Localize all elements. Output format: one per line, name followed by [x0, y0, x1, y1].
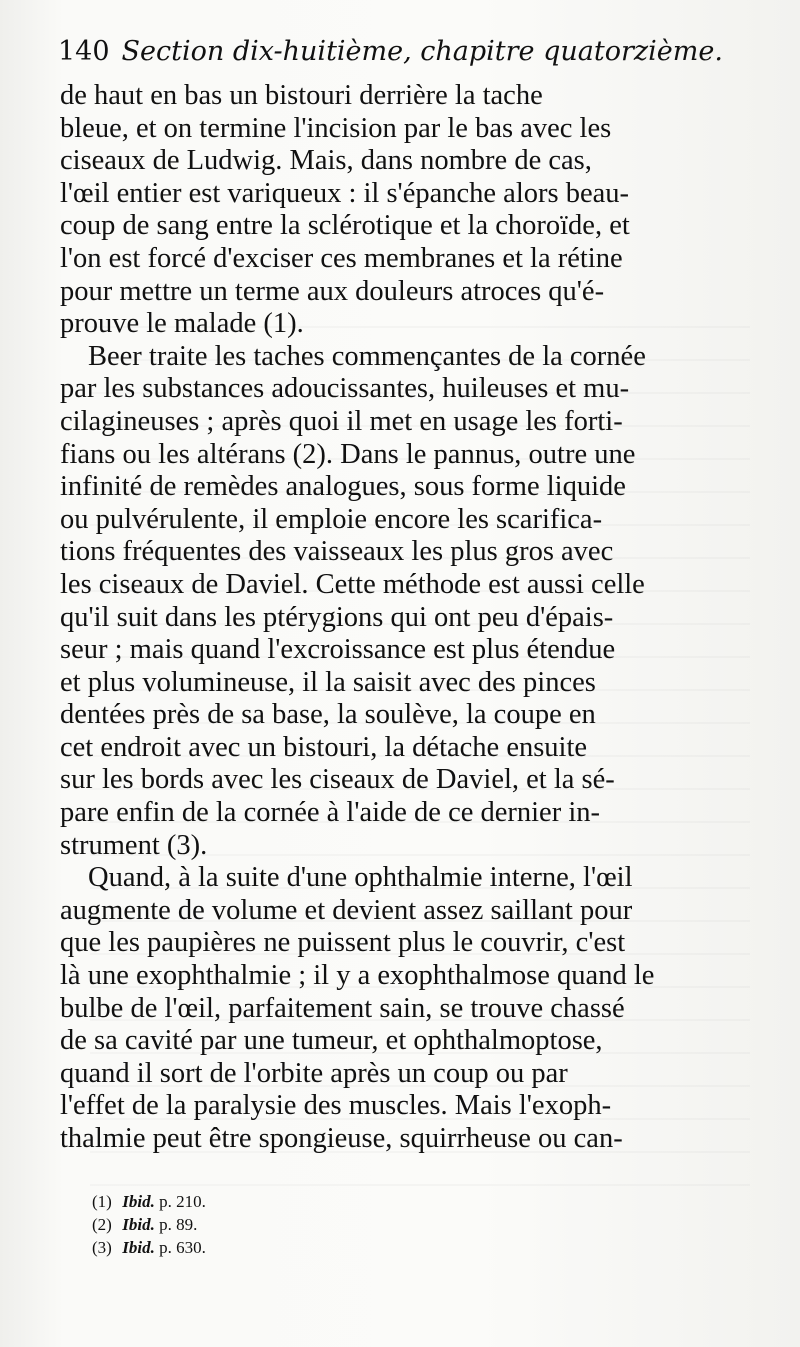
text-line: quand il sort de l'orbite après un coup ou par [60, 1057, 568, 1089]
text-line: infinité de remèdes analogues, sous forme liquide [60, 471, 626, 503]
text-line: thalmie peut être spongieuse, squirrheuse ou can- [60, 1123, 623, 1154]
body-text [60, 80, 800, 1156]
text-line: qu'il suit dans les ptérygions qui ont peu d'épais- [60, 601, 614, 633]
text-line: cilagineuses ; après quoi il met en usage les forti- [60, 405, 623, 437]
text-line: sur les bords avec les ciseaux de Daviel, et la sé- [60, 764, 615, 796]
footnote-page: p. 210. [159, 1192, 206, 1211]
text-line: cet endroit avec un bistouri, la détache ensuite [60, 731, 588, 763]
text-line: et plus volumineuse, il la saisit avec des pinces [60, 666, 596, 698]
footnote [92, 1236, 492, 1259]
text-line: bulbe de l'œil, parfaitement sain, se trouve chassé [60, 992, 625, 1024]
running-title: Section dix-huitième, chapitre quatorzième. [121, 36, 723, 67]
text-line: pour mettre un terme aux douleurs atroces qu'é- [60, 275, 605, 307]
text-line: prouve le malade (1). [60, 308, 304, 340]
text-line: l'effet de la paralysie des muscles. Mais l'exoph- [60, 1090, 612, 1122]
text-line: les ciseaux de Daviel. Cette méthode est aussi celle [60, 568, 645, 600]
footnote-number: (1) [92, 1192, 112, 1211]
footnote [92, 1213, 492, 1236]
text-line: dentées près de sa base, la soulève, la coupe en [60, 699, 596, 731]
text-line: de haut en bas un bistouri derrière la tache [60, 80, 543, 111]
paragraph-start-line: Beer traite les taches commençantes de la cornée [88, 340, 646, 372]
footnotes [92, 1190, 492, 1259]
footnote [92, 1190, 492, 1213]
text-line: strument (3). [60, 829, 208, 861]
text-line: là une exophthalmie ; il y a exophthalmose quand le [60, 960, 655, 992]
text-line: ciseaux de Ludwig. Mais, dans nombre de cas, [60, 145, 592, 177]
text-line: fians ou les altérans (2). Dans le pannus, outre une [60, 438, 636, 470]
text-line: l'on est forcé d'exciser ces membranes et la rétine [60, 242, 623, 274]
text-line: de sa cavité par une tumeur, et ophthalmoptose, [60, 1025, 603, 1057]
footnote-page: p. 630. [159, 1238, 206, 1257]
text-line: l'œil entier est variqueux : il s'épanche alors beau- [60, 177, 629, 209]
page-number: 140 [58, 36, 110, 67]
text-line: ou pulvérulente, il emploie encore les scarifica- [60, 503, 603, 535]
footnote-number: (3) [92, 1238, 112, 1257]
text-line: bleue, et on termine l'incision par le bas avec les [60, 112, 612, 144]
text-line: augmente de volume et devient assez saillant pour [60, 894, 633, 926]
text-line: par les substances adoucissantes, huileuses et mu- [60, 373, 630, 405]
footnote-ref: Ibid. [122, 1238, 155, 1257]
text-line: que les paupières ne puissent plus le couvrir, c'est [60, 927, 626, 959]
footnote-ref: Ibid. [122, 1192, 155, 1211]
footnote-number: (2) [92, 1215, 112, 1234]
footnote-ref: Ibid. [122, 1215, 155, 1234]
text-line: seur ; mais quand l'excroissance est plus étendue [60, 634, 616, 666]
footnote-page: p. 89. [159, 1215, 198, 1234]
running-header [58, 36, 758, 67]
text-line: coup de sang entre la sclérotique et la choroïde, et [60, 210, 630, 242]
paragraph-start-line: Quand, à la suite d'une ophthalmie interne, l'œil [88, 862, 633, 894]
text-line: pare enfin de la cornée à l'aide de ce dernier in- [60, 797, 600, 829]
text-line: tions fréquentes des vaisseaux les plus gros avec [60, 536, 614, 568]
